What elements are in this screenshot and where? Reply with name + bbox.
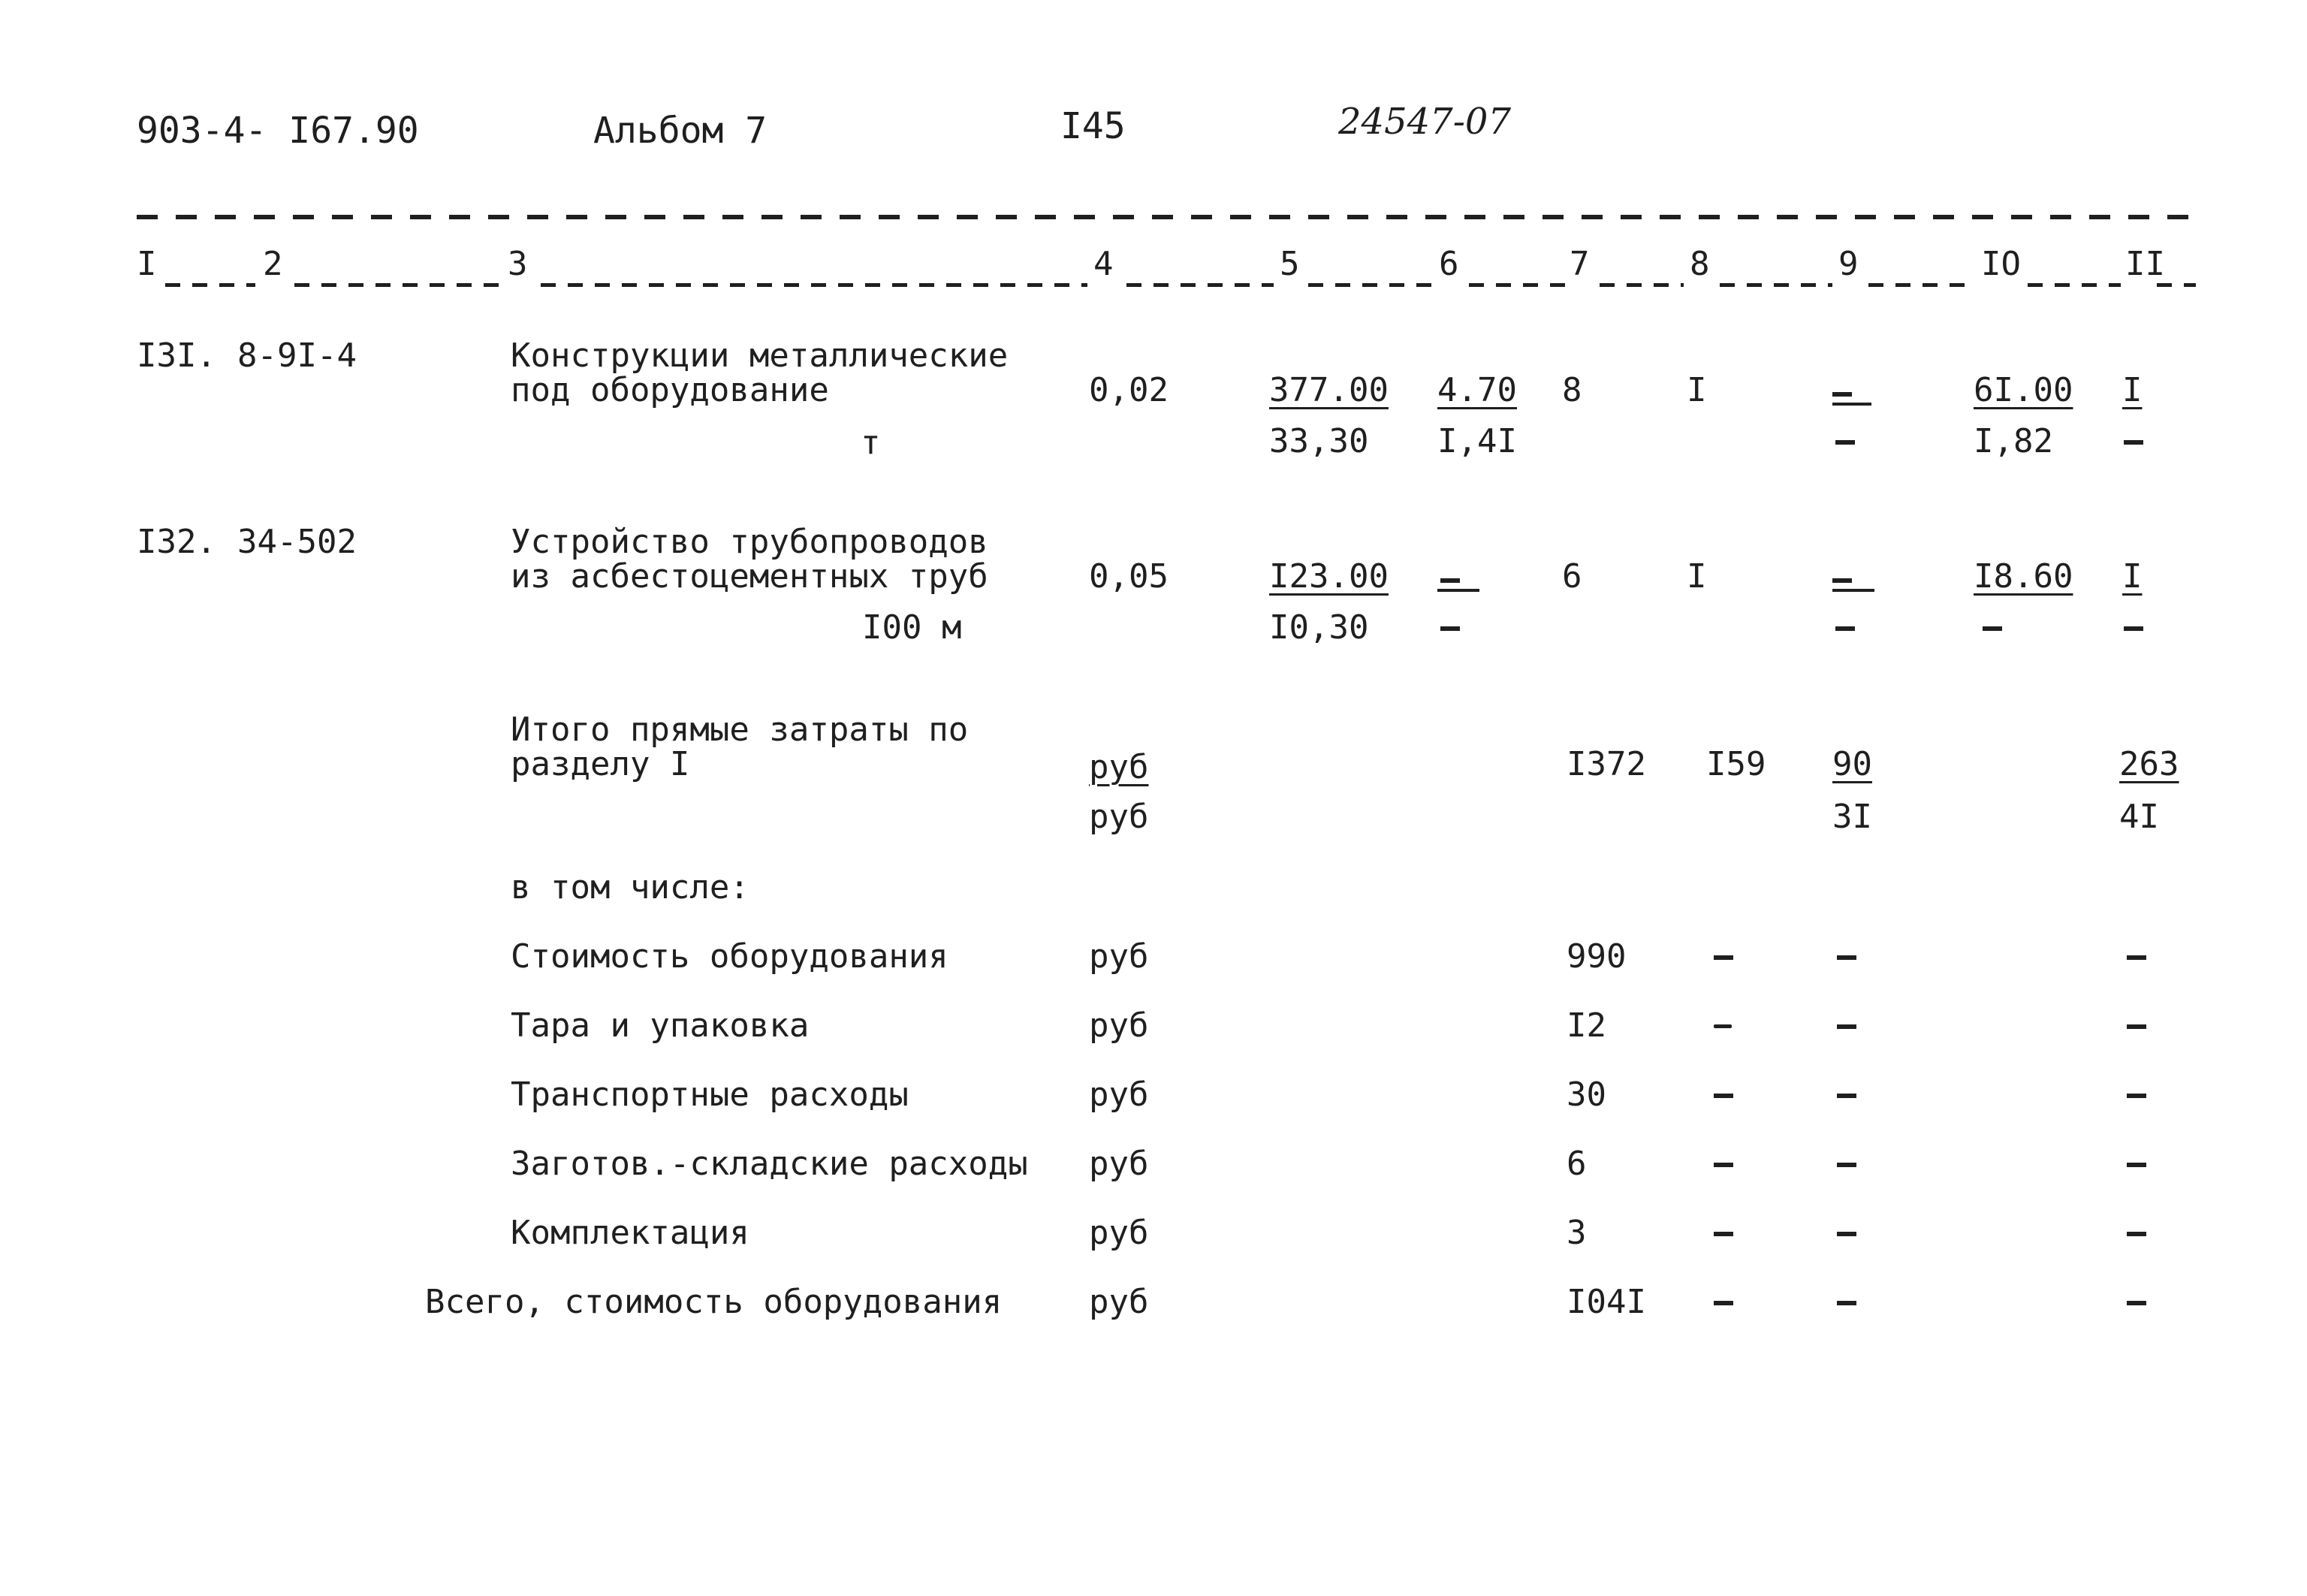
item-131-col10-bottom: I,82	[1974, 422, 2053, 460]
column-header-6: 6	[1439, 245, 1459, 283]
header-underline	[1308, 283, 1433, 287]
column-header-2: 2	[263, 245, 283, 283]
total-direct-unit1: руб	[1089, 748, 1149, 786]
item-132-col6-dash-bottom	[1440, 626, 1460, 631]
breakdown-value: 3	[1567, 1214, 1587, 1252]
breakdown-dash	[1837, 955, 1856, 960]
header-underline	[1868, 283, 1974, 287]
item-132-code: 34-502	[237, 523, 357, 561]
item-131-col9-underline	[1832, 403, 1871, 406]
including-label: в том числе:	[511, 868, 749, 907]
item-131-name-line1: Конструкции металлические	[511, 336, 1009, 375]
item-131-col6-bottom: I,4I	[1437, 422, 1517, 460]
item-132-name-line2: из асбестоцементных труб	[511, 557, 988, 596]
grand-total-label: Всего, стоимость оборудования	[425, 1283, 1003, 1321]
breakdown-dash	[1714, 1163, 1733, 1167]
item-131-number: I3I.	[137, 336, 216, 375]
total-direct-col9-bottom: 3I	[1832, 798, 1872, 836]
column-header-4: 4	[1093, 245, 1114, 283]
header-underline	[294, 283, 505, 287]
item-132-number: I32.	[137, 523, 216, 561]
item-131-col11-top: I	[2122, 371, 2143, 409]
breakdown-dash	[1714, 1094, 1733, 1098]
breakdown-dash	[1714, 1232, 1733, 1236]
column-header-8: 8	[1690, 245, 1710, 283]
item-131-col5-bottom: 33,30	[1269, 422, 1369, 460]
breakdown-dash	[1714, 1024, 1732, 1028]
breakdown-dash	[1837, 1094, 1856, 1098]
breakdown-value: 6	[1567, 1145, 1587, 1183]
item-131-unit: т	[861, 424, 881, 462]
breakdown-dash	[2127, 1163, 2146, 1167]
column-header-7: 7	[1570, 245, 1590, 283]
item-131-name-line2: под оборудование	[511, 371, 829, 409]
grand-total-dash	[2127, 1301, 2146, 1305]
total-direct-col9-top: 90	[1832, 745, 1872, 783]
breakdown-label: Стоимость оборудования	[511, 937, 948, 976]
header-underline	[1600, 283, 1684, 287]
header-underline	[1126, 283, 1274, 287]
header-dashed-line	[137, 215, 2196, 219]
header-underline	[1469, 283, 1565, 287]
item-132-col5-bottom: I0,30	[1269, 608, 1369, 647]
item-131-col9-dash-bottom	[1835, 440, 1855, 445]
column-header-5: 5	[1280, 245, 1300, 283]
document-code: 903-4- I67.90	[137, 110, 419, 152]
item-132-col9-dash-top	[1832, 578, 1852, 583]
breakdown-unit: руб	[1089, 1145, 1149, 1183]
handwritten-number: 24547-07	[1338, 101, 1511, 143]
item-132-col10-top: I8.60	[1974, 557, 2073, 596]
header-underline	[2028, 283, 2121, 287]
item-132-col8: I	[1687, 557, 1707, 596]
header-underline	[2157, 283, 2196, 287]
item-131-col10-top: 6I.00	[1974, 371, 2073, 409]
item-132-name-line1: Устройство трубопроводов	[511, 523, 988, 561]
breakdown-dash	[2127, 1024, 2146, 1029]
page-number: I45	[1060, 105, 1126, 147]
item-131-col7: 8	[1562, 371, 1582, 409]
total-direct-unit2: руб	[1089, 798, 1149, 836]
breakdown-unit: руб	[1089, 1076, 1149, 1114]
column-header-10: IO	[1981, 245, 2021, 283]
grand-total-dash	[1837, 1301, 1856, 1305]
column-header-11: II	[2125, 245, 2165, 283]
item-131-qty: 0,02	[1089, 371, 1169, 409]
item-132-col6-underline	[1437, 589, 1479, 592]
header-underline	[165, 283, 255, 287]
breakdown-value: I2	[1567, 1006, 1606, 1045]
item-131-col11-dash-bottom	[2124, 440, 2143, 445]
breakdown-dash	[1837, 1163, 1856, 1167]
breakdown-label: Транспортные расходы	[511, 1076, 909, 1114]
breakdown-dash	[2127, 1094, 2146, 1098]
item-132-qty: 0,05	[1089, 557, 1169, 596]
item-132-col9-dash-bottom	[1835, 626, 1855, 631]
item-132-col5-top: I23.00	[1269, 557, 1389, 596]
header-underline	[1720, 283, 1832, 287]
item-131-col9-dash-top	[1832, 392, 1852, 397]
breakdown-dash	[2127, 1232, 2146, 1236]
breakdown-dash	[1837, 1024, 1856, 1029]
item-132-col6-dash-top	[1440, 578, 1460, 583]
grand-total-dash	[1714, 1301, 1733, 1305]
total-direct-col11-top: 263	[2119, 745, 2179, 783]
grand-total-unit: руб	[1089, 1283, 1149, 1321]
item-131-col6-top: 4.70	[1437, 371, 1517, 409]
item-132-col7: 6	[1562, 557, 1582, 596]
total-direct-col7: I372	[1567, 745, 1646, 783]
total-direct-col11-bottom: 4I	[2119, 798, 2159, 836]
item-132-col9-underline	[1832, 589, 1874, 592]
breakdown-dash	[2127, 955, 2146, 960]
grand-total-value: I04I	[1567, 1283, 1646, 1321]
breakdown-unit: руб	[1089, 937, 1149, 976]
item-131-col5-top: 377.00	[1269, 371, 1389, 409]
item-132-col11-dash-bottom	[2124, 626, 2143, 631]
breakdown-value: 990	[1567, 937, 1627, 976]
breakdown-label: Заготов.-складские расходы	[511, 1145, 1028, 1183]
breakdown-value: 30	[1567, 1076, 1606, 1114]
album-label: Альбом 7	[593, 110, 767, 152]
breakdown-dash	[1714, 955, 1733, 960]
total-direct-col8: I59	[1706, 745, 1766, 783]
breakdown-label: Комплектация	[511, 1214, 749, 1252]
breakdown-label: Тара и упаковка	[511, 1006, 810, 1045]
item-132-unit: I00 м	[862, 608, 962, 647]
total-direct-label-line1: Итого прямые затраты по	[511, 711, 969, 749]
total-direct-label-line2: разделу I	[511, 745, 690, 783]
column-header-3: 3	[508, 245, 528, 283]
header-underline	[541, 283, 1087, 287]
column-header-9: 9	[1838, 245, 1859, 283]
item-131-code: 8-9I-4	[237, 336, 357, 375]
item-132-col10-dash-bottom	[1983, 626, 2002, 631]
item-131-col8: I	[1687, 371, 1707, 409]
breakdown-unit: руб	[1089, 1006, 1149, 1045]
item-132-col11-top: I	[2122, 557, 2143, 596]
column-header-1: I	[137, 245, 157, 283]
breakdown-dash	[1837, 1232, 1856, 1236]
breakdown-unit: руб	[1089, 1214, 1149, 1252]
